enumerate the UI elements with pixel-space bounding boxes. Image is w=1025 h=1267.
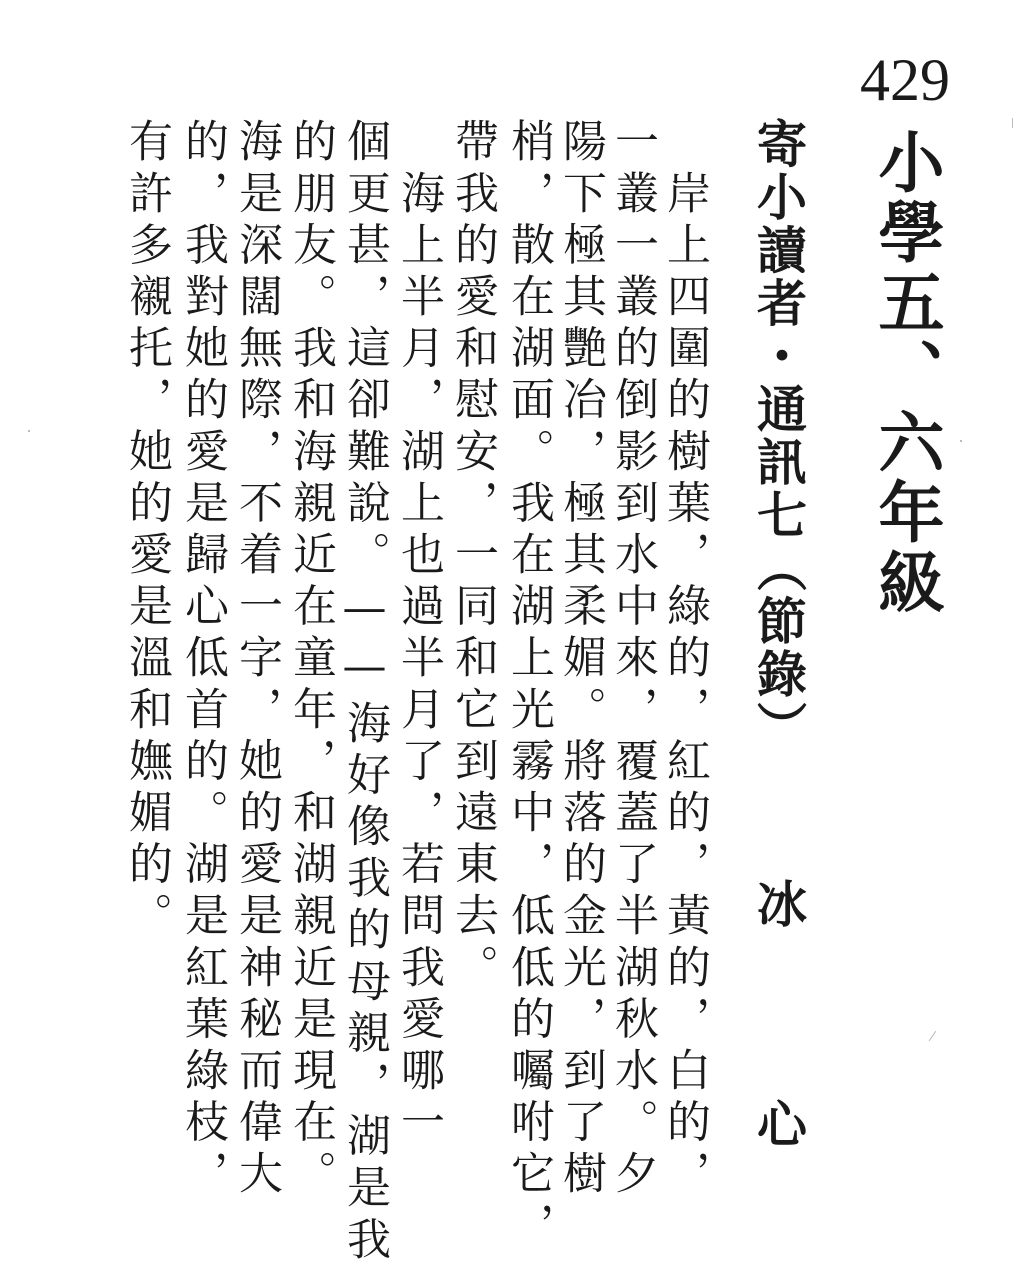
scan-speck xyxy=(28,430,30,432)
body-line: 一叢一叢的倒影到水中來，覆蓋了半湖秋水。夕 xyxy=(607,118,658,1202)
body-line: 海是深闊無際，不着一字，她的愛是神秘而偉大 xyxy=(231,118,282,1202)
article-title: 寄小讀者・通訊七（節錄） xyxy=(749,118,807,754)
body-line: 的，我對她的愛是歸心低首的。湖是紅葉綠枝， xyxy=(177,118,228,1202)
scan-speck xyxy=(960,440,962,442)
scan-speck xyxy=(929,1031,937,1041)
page-number: 429 xyxy=(860,47,950,113)
body-line: 個更甚，這卻難說。——海好像我的母親，湖是我 xyxy=(339,118,390,1267)
body-line: 的朋友。我和海親近在童年，和湖親近是現在。 xyxy=(285,118,336,1202)
author-name: 冰 心 xyxy=(749,878,807,1208)
scan-speck xyxy=(1012,118,1013,128)
body-line: 海上半月，湖上也過半月了，若問我愛哪一 xyxy=(393,118,444,1150)
body-line: 陽下極其艷冶，極其柔媚。將落的金光，到了樹 xyxy=(555,118,606,1202)
grade-title: 小學五、六年級 xyxy=(867,128,944,618)
body-line: 有許多襯托，她的愛是溫和嫵媚的。 xyxy=(121,118,172,944)
body-line: 帶我的愛和慰安，一同和它到遠東去。 xyxy=(447,118,498,996)
body-line: 梢，散在湖面。我在湖上光霧中，低低的囑咐它， xyxy=(503,118,554,1254)
body-line: 岸上四圍的樹葉，綠的，紅的，黃的，白的， xyxy=(659,118,710,1202)
